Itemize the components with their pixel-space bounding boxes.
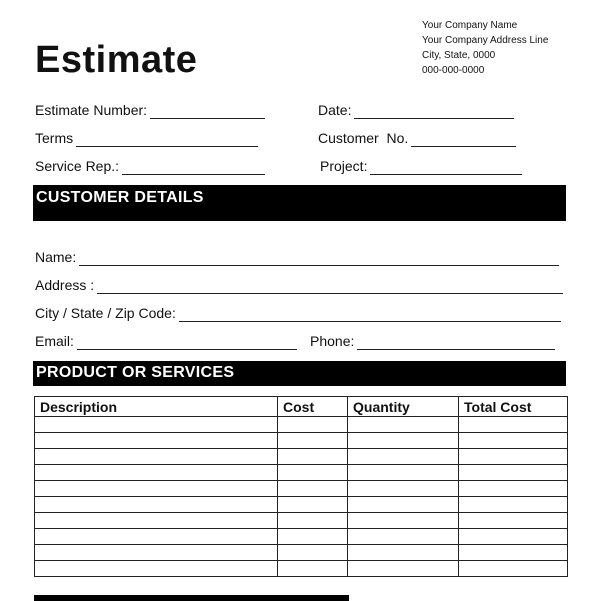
- project-label: Project:: [320, 158, 368, 174]
- estimate-number-field[interactable]: [35, 101, 265, 119]
- quantity-cell[interactable]: [348, 513, 459, 529]
- total-cost-cell[interactable]: [459, 465, 568, 481]
- table-row: [35, 513, 568, 529]
- description-cell[interactable]: [35, 545, 278, 561]
- products-heading: PRODUCT OR SERVICES: [36, 364, 235, 381]
- description-cell[interactable]: [35, 417, 278, 433]
- terms-label: Terms: [35, 130, 74, 146]
- date-label: Date:: [318, 102, 352, 118]
- quantity-cell[interactable]: [348, 449, 459, 465]
- total-cost-cell[interactable]: [459, 513, 568, 529]
- estimate-number-label: Estimate Number:: [35, 102, 148, 118]
- date-field[interactable]: [318, 101, 514, 119]
- phone-line[interactable]: [357, 336, 555, 350]
- company-phone: 000-000-0000: [422, 65, 485, 76]
- service-rep-label: Service Rep.:: [35, 158, 120, 174]
- footer-bar: [34, 595, 349, 601]
- cost-cell[interactable]: [278, 417, 348, 433]
- city-state-zip-label: City / State / Zip Code:: [35, 305, 176, 321]
- cost-cell[interactable]: [278, 433, 348, 449]
- products-table: [34, 396, 568, 577]
- column-header-description: Description: [35, 397, 278, 417]
- company-address: Your Company Address Line: [422, 35, 549, 46]
- total-cost-cell[interactable]: [459, 449, 568, 465]
- table-row: [35, 561, 568, 577]
- total-cost-cell[interactable]: [459, 433, 568, 449]
- email-line[interactable]: [77, 336, 297, 350]
- quantity-cell[interactable]: [348, 481, 459, 497]
- description-cell[interactable]: [35, 497, 278, 513]
- quantity-cell[interactable]: [348, 529, 459, 545]
- quantity-cell[interactable]: [348, 497, 459, 513]
- customer-details-heading: CUSTOMER DETAILS: [36, 189, 204, 206]
- cost-cell[interactable]: [278, 545, 348, 561]
- total-cost-cell[interactable]: [459, 545, 568, 561]
- total-cost-cell[interactable]: [459, 417, 568, 433]
- description-cell[interactable]: [35, 449, 278, 465]
- company-city: City, State, 0000: [422, 50, 496, 61]
- date-line[interactable]: [354, 105, 514, 119]
- email-field[interactable]: [35, 332, 297, 350]
- customer-no-label: Customer No.: [318, 130, 409, 146]
- quantity-cell[interactable]: [348, 561, 459, 577]
- name-label: Name:: [35, 249, 77, 265]
- table-header-row: [35, 397, 568, 417]
- address-label: Address :: [35, 277, 95, 293]
- name-field[interactable]: [35, 248, 559, 266]
- cost-cell[interactable]: [278, 529, 348, 545]
- address-line[interactable]: [97, 280, 563, 294]
- description-cell[interactable]: [35, 513, 278, 529]
- city-state-zip-field[interactable]: [35, 304, 561, 322]
- description-cell[interactable]: [35, 433, 278, 449]
- table-row: [35, 449, 568, 465]
- description-cell[interactable]: [35, 529, 278, 545]
- total-cost-cell[interactable]: [459, 529, 568, 545]
- terms-line[interactable]: [76, 133, 258, 147]
- table-row: [35, 497, 568, 513]
- service-rep-field[interactable]: [35, 157, 265, 175]
- project-line[interactable]: [370, 161, 522, 175]
- cost-cell[interactable]: [278, 497, 348, 513]
- description-cell[interactable]: [35, 481, 278, 497]
- cost-cell[interactable]: [278, 465, 348, 481]
- column-header-total-cost: Total Cost: [459, 397, 568, 417]
- phone-label: Phone:: [310, 333, 355, 349]
- document-title: Estimate: [35, 39, 198, 81]
- company-info: [422, 18, 548, 78]
- column-header-cost: Cost: [278, 397, 348, 417]
- service-rep-line[interactable]: [122, 161, 265, 175]
- table-row: [35, 417, 568, 433]
- terms-field[interactable]: [35, 129, 258, 147]
- company-name: Your Company Name: [422, 20, 518, 31]
- description-cell[interactable]: [35, 561, 278, 577]
- customer-no-field[interactable]: [318, 129, 516, 147]
- address-field[interactable]: [35, 276, 563, 294]
- table-row: [35, 529, 568, 545]
- table-row: [35, 481, 568, 497]
- table-row: [35, 545, 568, 561]
- cost-cell[interactable]: [278, 481, 348, 497]
- estimate-number-line[interactable]: [150, 105, 265, 119]
- city-state-zip-line[interactable]: [179, 308, 561, 322]
- project-field[interactable]: [320, 157, 522, 175]
- description-cell[interactable]: [35, 465, 278, 481]
- customer-no-line[interactable]: [411, 133, 516, 147]
- cost-cell[interactable]: [278, 513, 348, 529]
- products-header: [33, 361, 566, 386]
- customer-details-header: [33, 185, 566, 221]
- quantity-cell[interactable]: [348, 433, 459, 449]
- quantity-cell[interactable]: [348, 417, 459, 433]
- email-label: Email:: [35, 333, 74, 349]
- cost-cell[interactable]: [278, 561, 348, 577]
- quantity-cell[interactable]: [348, 545, 459, 561]
- total-cost-cell[interactable]: [459, 561, 568, 577]
- table-row: [35, 433, 568, 449]
- table-row: [35, 465, 568, 481]
- column-header-quantity: Quantity: [348, 397, 459, 417]
- quantity-cell[interactable]: [348, 465, 459, 481]
- total-cost-cell[interactable]: [459, 481, 568, 497]
- name-line[interactable]: [79, 252, 559, 266]
- cost-cell[interactable]: [278, 449, 348, 465]
- phone-field[interactable]: [310, 332, 555, 350]
- total-cost-cell[interactable]: [459, 497, 568, 513]
